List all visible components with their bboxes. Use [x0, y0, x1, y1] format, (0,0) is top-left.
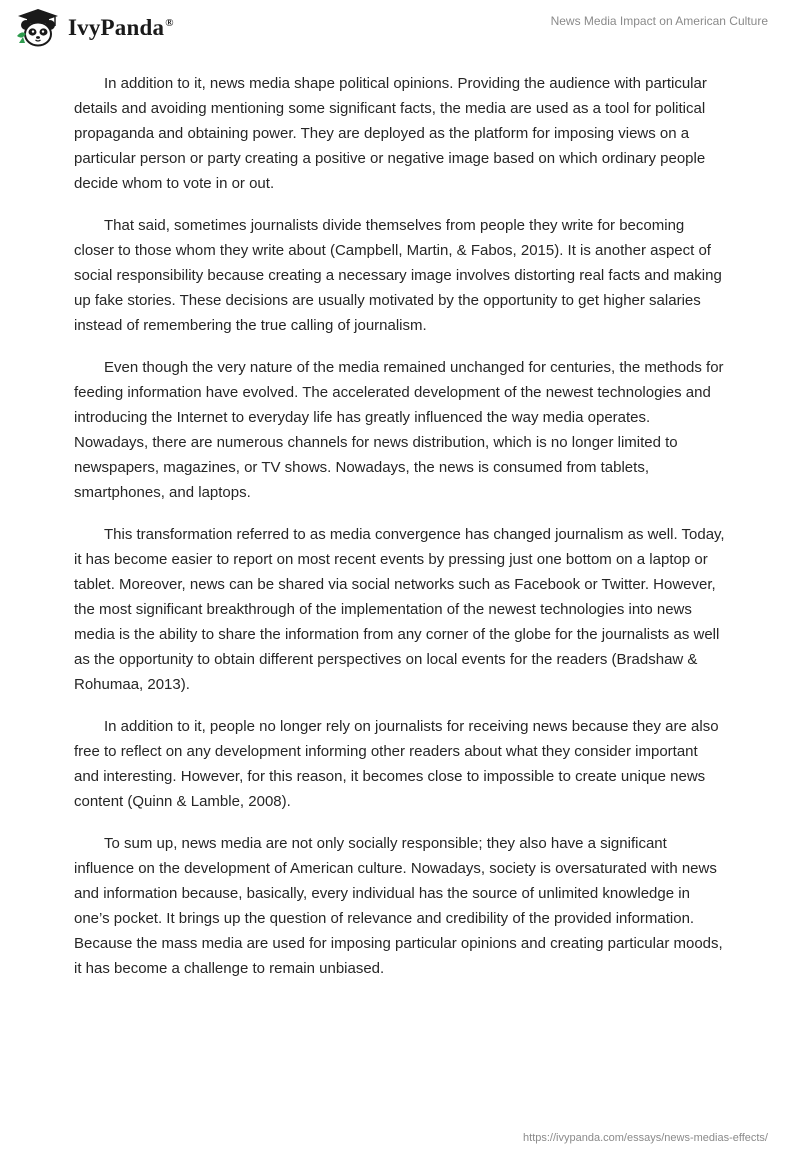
paragraph: In addition to it, news media shape political opinions. Providing the audience with particular details and avoiding mentioning some significant facts, the media are used as a tool for political propaganda and obtaining power. They are deployed as the platform for imposing views on a particular person or party creating a positive or negative image based on which ordinary people decide whom to vote in or out.	[74, 75, 707, 192]
running-title: News Media Impact on American Culture	[550, 14, 768, 28]
logo-wordmark: IvyPanda	[68, 15, 165, 40]
source-url-link[interactable]: https://ivypanda.com/essays/news-medias-effects/	[523, 1132, 768, 1144]
essay-body	[74, 71, 726, 998]
page-header	[0, 0, 800, 64]
ivypanda-logo[interactable]	[14, 8, 174, 48]
paragraph: That said, sometimes journalists divide themselves from people they write for becoming closer to those whom they write about (Campbell, Martin, & Fabos, 2015). It is another aspect of social responsibility because creating a necessary image involves distorting real facts and making up fake stories. These decisions are usually motivated by the opportunity to get higher salaries instead of remembering the true calling of journalism.	[74, 217, 722, 334]
paragraph: Even though the very nature of the media remained unchanged for centuries, the methods for feeding information have evolved. The accelerated development of the newest technologies and introducing the Internet to everyday life has greatly influenced the way media operates. Nowadays, there are numerous channels for news distribution, which is no longer limited to newspapers, magazines, or TV shows. Nowadays, the news is consumed from tablets, smartphones, and laptops.	[74, 359, 724, 501]
logo-text	[68, 15, 174, 41]
registered-mark: ®	[165, 17, 174, 29]
panda-graduate-icon	[14, 8, 62, 48]
paragraph: This transformation referred to as media convergence has changed journalism as well. Today, it has become easier to report on most recent events by pressing just one bottom on a laptop or tablet. Moreover, news can be shared via social networks such as Facebook or Twitter. However, the most significant breakthrough of the implementation of the newest technologies into news media is the ability to share the information from any corner of the globe for the journalists as well as the opportunity to obtain different perspectives on local events for the readers (Bradshaw & Rohumaa, 2013).	[74, 526, 725, 693]
paragraph: In addition to it, people no longer rely on journalists for receiving news because they are also free to reflect on any development informing other readers about what they consider important and interesting. However, for this reason, it becomes close to impossible to create unique news content (Quinn & Lamble, 2008).	[74, 718, 719, 810]
paragraph: To sum up, news media are not only socially responsible; they also have a significant influence on the development of American culture. Nowadays, society is oversaturated with news and information because, basically, every individual has the source of unlimited knowledge in one’s pocket. It brings up the question of relevance and credibility of the provided information. Because the mass media are used for imposing particular opinions and creating particular moods, it has become a challenge to remain unbiased.	[74, 835, 723, 977]
